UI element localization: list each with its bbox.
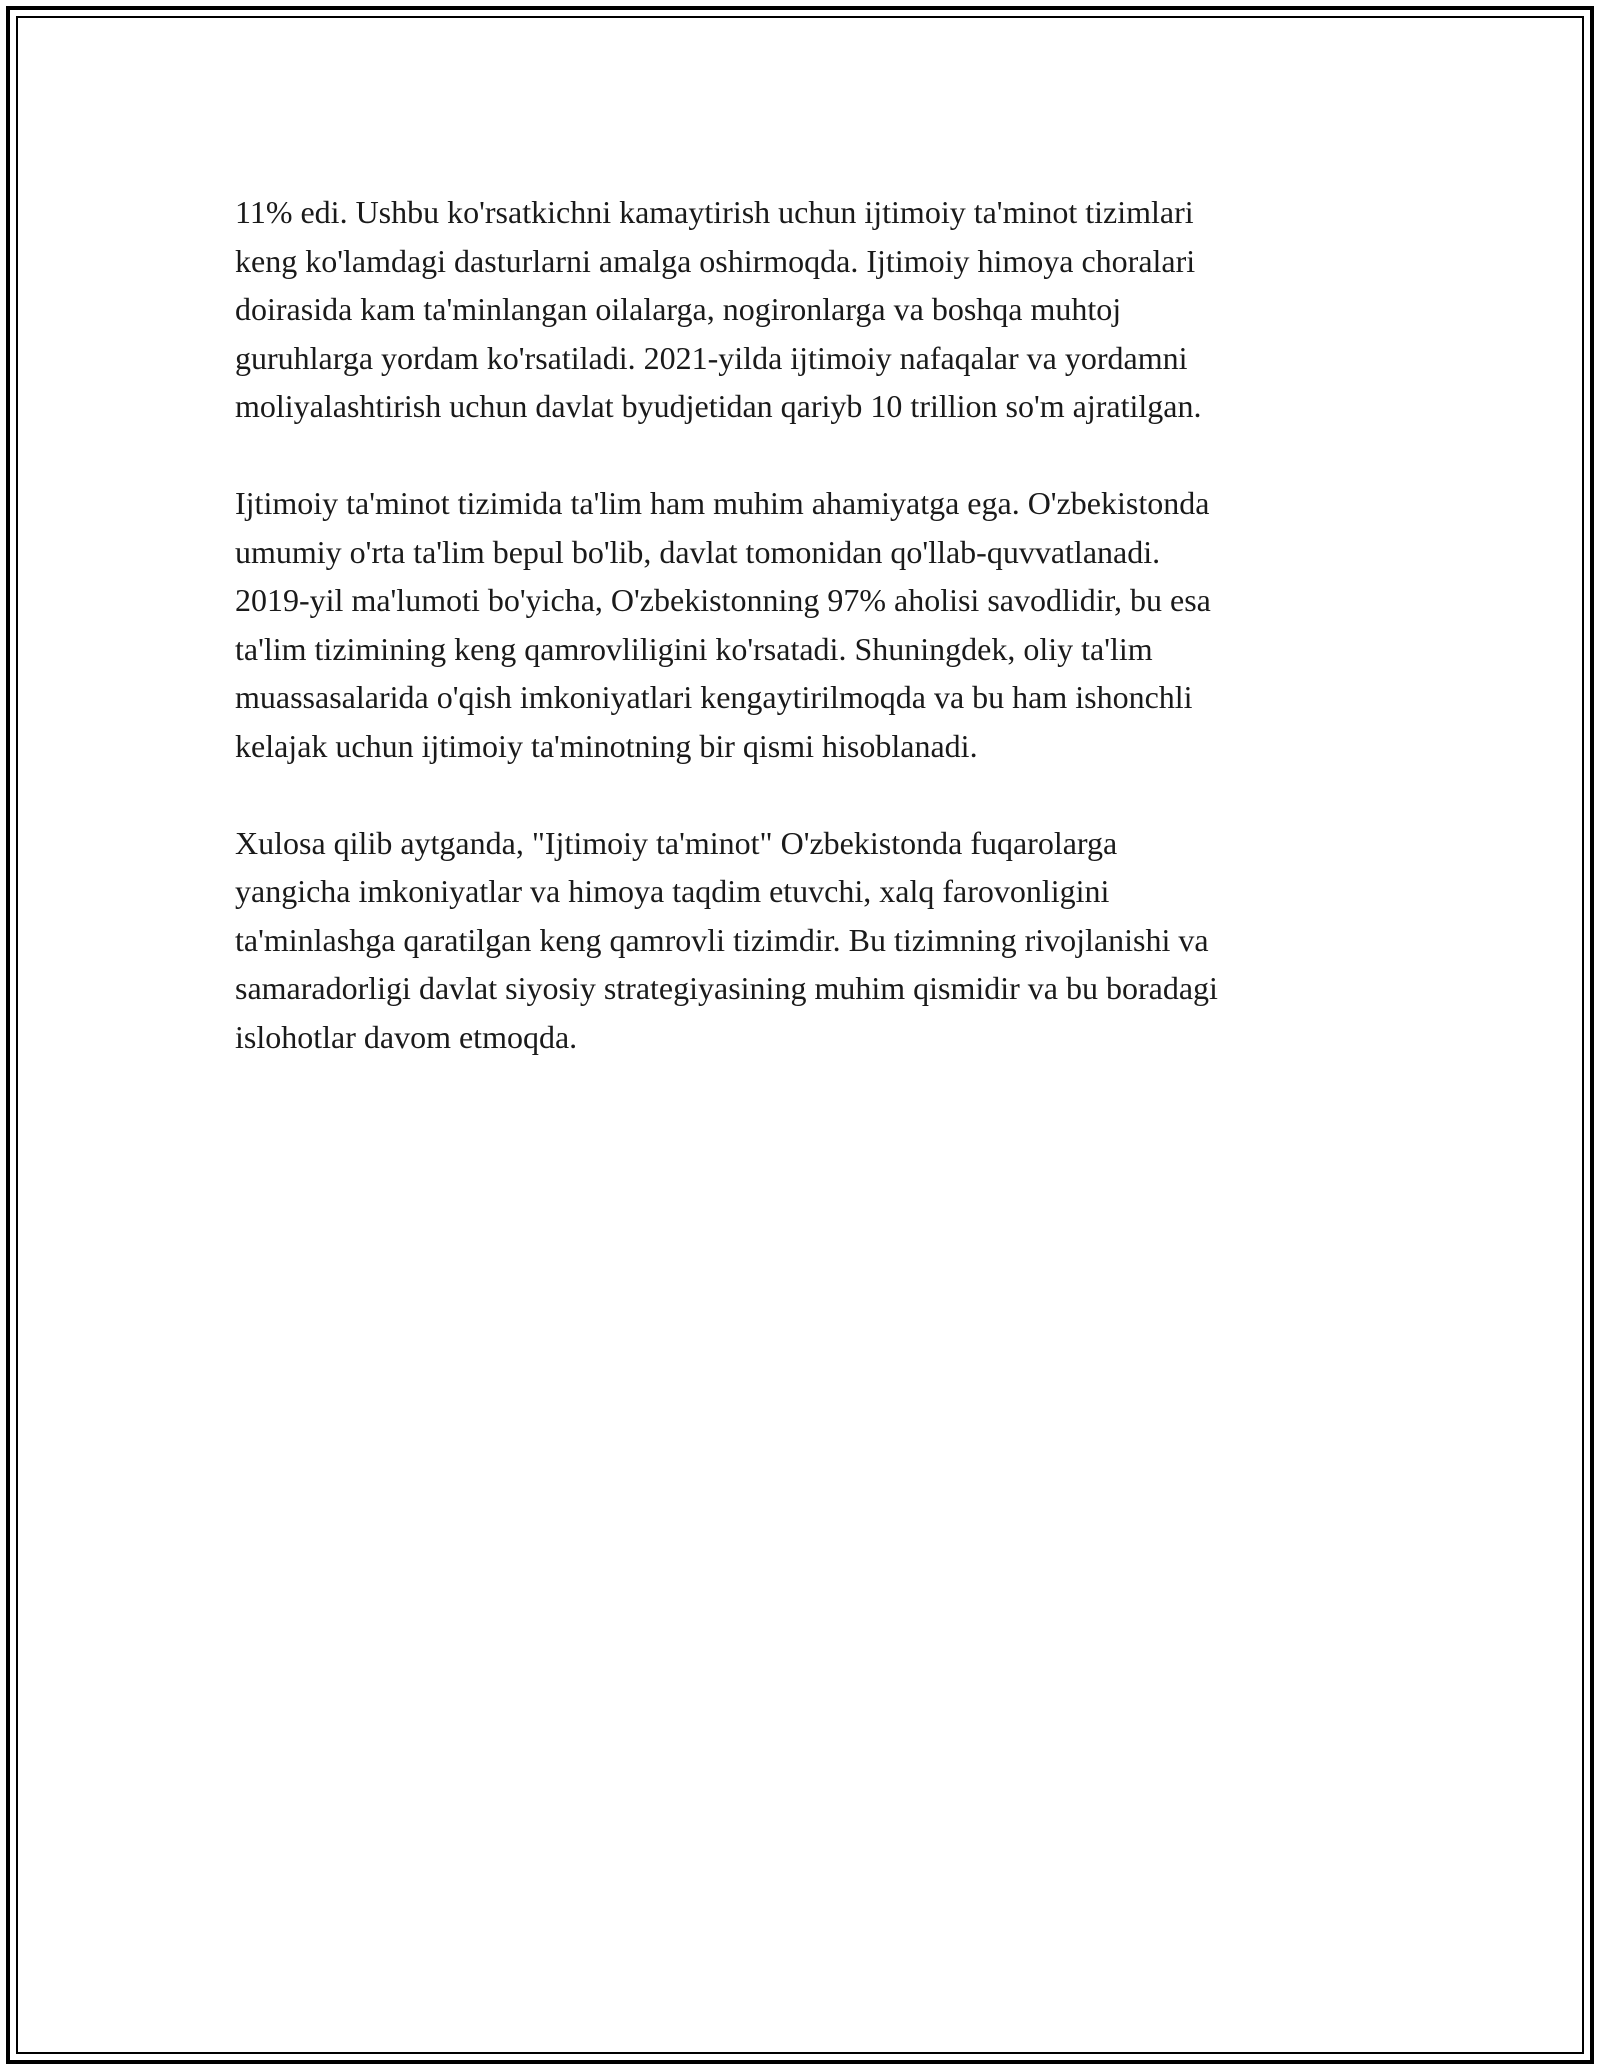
- document-body: [235, 188, 1385, 1110]
- paragraph-education: Ijtimoiy ta'minot tizimida ta'lim ham muhim ahamiyatga ega. O'zbekistonda umumiy o'rta ta'lim bepul bo'lib, davlat tomonidan qo'llab-quvvatlanadi. 2019-yil ma'lumoti bo'yicha, O'zbekistonning 97% aholisi savodlidir, bu esa ta'lim tizimining keng qamrovliligini ko'rsatadi. Shuningdek, oliy ta'lim muassasalarida o'qish imkoniyatlari kengaytirilmoqda va bu ham ishonchli kelajak uchun ijtimoiy ta'minotning bir qismi hisoblanadi.: [235, 485, 1211, 764]
- paragraph-social-protection: 11% edi. Ushbu ko'rsatkichni kamaytirish uchun ijtimoiy ta'minot tizimlari keng ko'lamdagi dasturlarni amalga oshirmoqda. Ijtimoiy himoya choralari doirasida kam ta'minlangan oilalarga, nogironlarga va boshqa muhtoj guruhlarga yordam ko'rsatiladi. 2021-yilda ijtimoiy nafaqalar va yordamni moliyalashtirish uchun davlat byudjetidan qariyb 10 trillion so'm ajratilgan.: [235, 194, 1202, 424]
- paragraph-conclusion: Xulosa qilib aytganda, "Ijtimoiy ta'minot" O'zbekistonda fuqarolarga yangicha imkoniyatlar va himoya taqdim etuvchi, xalq farovonligini ta'minlashga qaratilgan keng qamrovli tizimdir. Bu tizimning rivojlanishi va samaradorligi davlat siyosiy strategiyasining muhim qismidir va bu boradagi islohotlar davom etmoqda.: [235, 824, 1218, 1055]
